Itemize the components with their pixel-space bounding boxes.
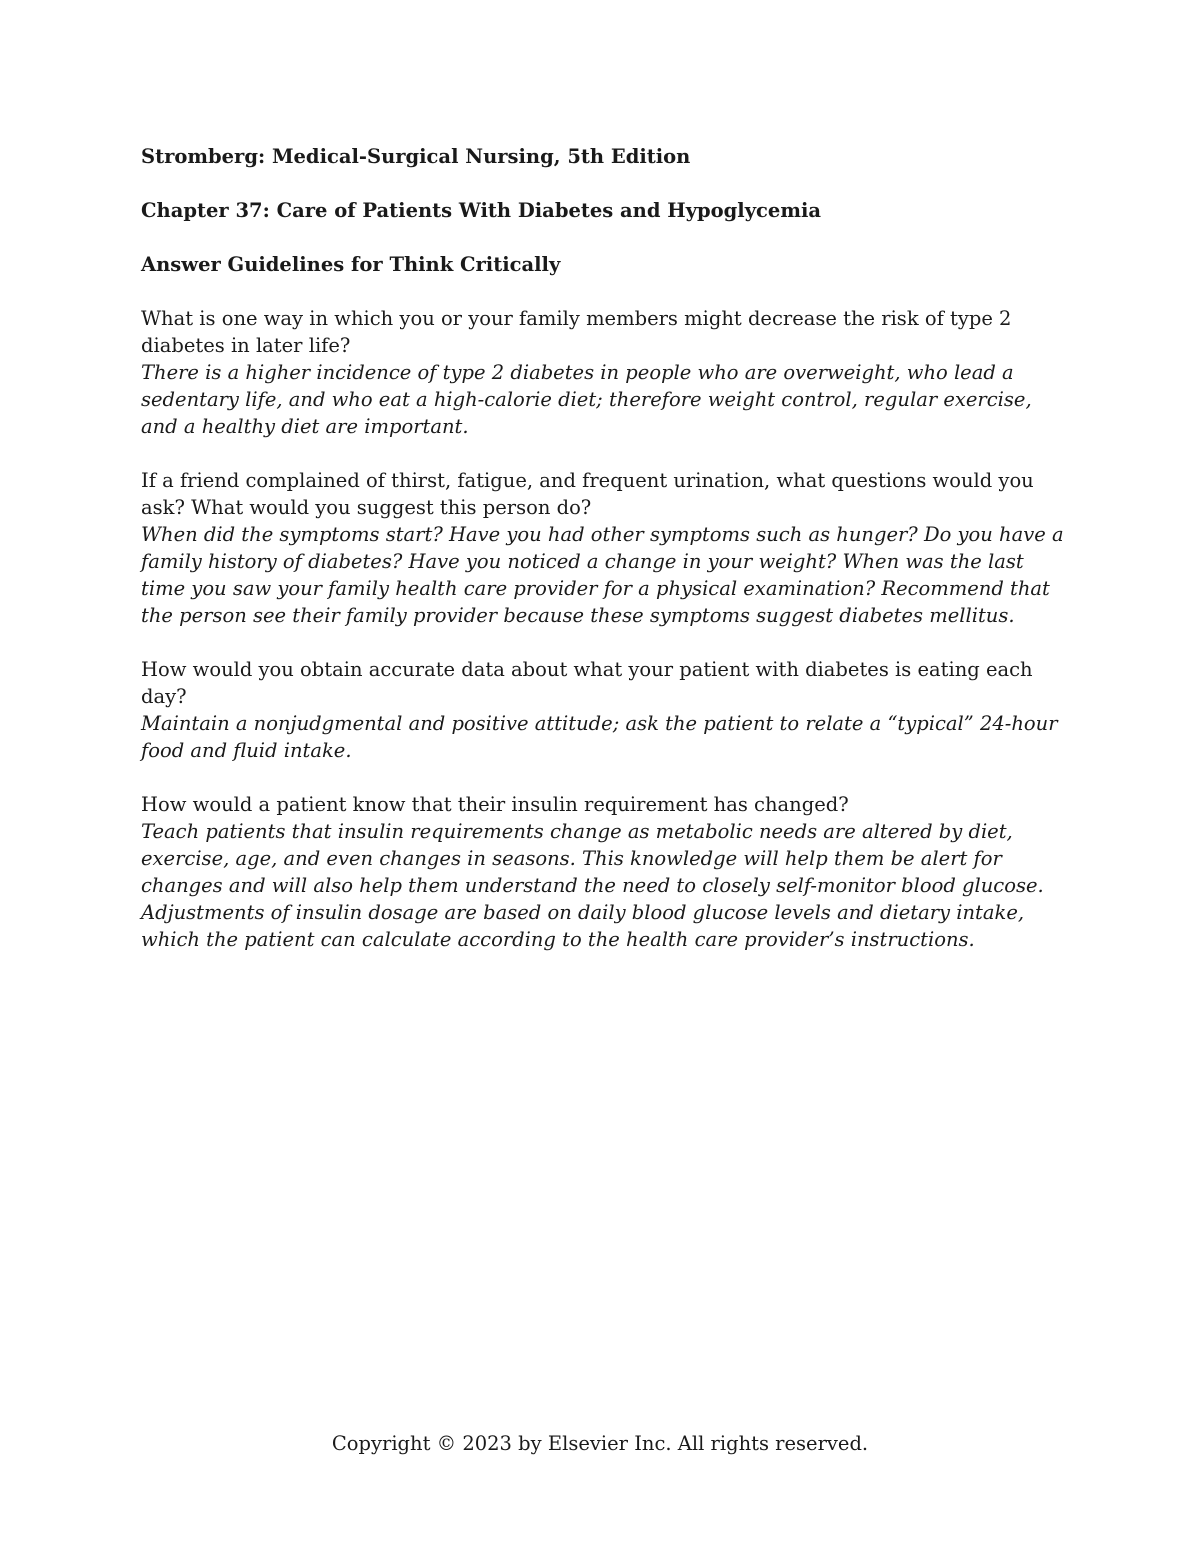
book-title: Stromberg: Medical-Surgical Nursing, 5th Edition (141, 145, 691, 168)
answer-text: Teach patients that insulin requirements change as metabolic needs are altered by diet, exercise, age, and even changes in seasons. This knowledge will help them be alert for changes and will also help them understand the need to closely self-monitor blood glucose. Adjustments of insulin dosage are based on daily blood glucose levels and dietary intake, which the patient can calculate according to the health care provider’s instructions. (141, 820, 1044, 951)
document-body (141, 143, 1071, 980)
qa-item (141, 656, 1071, 764)
copyright-footer: Copyright © 2023 by Elsevier Inc. All rights reserved. (331, 1432, 869, 1455)
qa-item (141, 305, 1071, 440)
answer-text: When did the symptoms start? Have you had other symptoms such as hunger? Do you have a family history of diabetes? Have you noticed a change in your weight? When was the last time you saw your family health care provider for a physical examination? Recommend that the person see their family provider because these symptoms suggest diabetes mellitus. (141, 523, 1064, 627)
question-text: How would a patient know that their insulin requirement has changed? (141, 793, 849, 816)
answer-text: There is a higher incidence of type 2 diabetes in people who are overweight, who lead a sedentary life, and who eat a high-calorie diet; therefore weight control, regular exercise, and a healthy diet are important. (141, 361, 1032, 438)
qa-item (141, 467, 1071, 629)
section-title: Answer Guidelines for Think Critically (141, 253, 561, 276)
question-text: What is one way in which you or your family members might decrease the risk of type 2 diabetes in later life? (141, 307, 1012, 357)
answer-text: Maintain a nonjudgmental and positive attitude; ask the patient to relate a “typical” 24-hour food and fluid intake. (141, 712, 1058, 762)
question-text: If a friend complained of thirst, fatigue, and frequent urination, what questions would you ask? What would you suggest this person do? (141, 469, 1034, 519)
qa-item (141, 791, 1071, 953)
question-text: How would you obtain accurate data about what your patient with diabetes is eating each day? (141, 658, 1033, 708)
chapter-title: Chapter 37: Care of Patients With Diabetes and Hypoglycemia (141, 199, 821, 222)
